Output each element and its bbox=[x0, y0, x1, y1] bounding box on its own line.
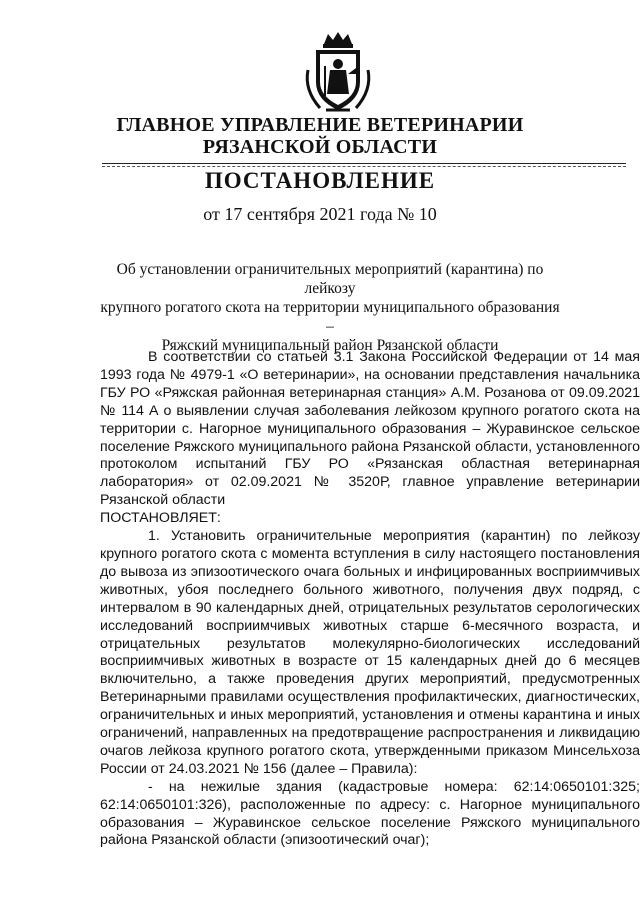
coat-of-arms-icon bbox=[302, 30, 374, 114]
subject-line: Об установлении ограничительных мероприятий (карантина) по лейкозу bbox=[116, 261, 544, 297]
subject-line: Ряжский муниципальный район Рязанской области bbox=[161, 337, 499, 354]
preamble-paragraph: В соответствии со статьей 3.1 Закона Российской Федерации от 14 мая 1993 года № 4979-1 «О ветеринарии», на основании представления начальника ГБУ РО «Ряжская районная ветеринарная станция» А.М. Розанова от 09.09.2021 № 114 А о выявлении случая заболевания лейкозом крупного рогатого скота на территории с. Нагорное муниципального образования – Журавинское сельское поселение Ряжского муниципального района Рязанской области, установленного протоколом испытаний ГБУ РО «Рязанская областная ветеринарная лаборатория» от 02.09.2021 № 3520Р, главное управление ветеринарии Рязанской области bbox=[100, 349, 640, 509]
decree-word: ПОСТАНОВЛЯЕТ: bbox=[100, 510, 221, 527]
header-divider-dashed bbox=[102, 166, 626, 167]
subject-line: крупного рогатого скота на территории муниципального образования – bbox=[100, 299, 560, 335]
agency-name-line1: ГЛАВНОЕ УПРАВЛЕНИЕ ВЕТЕРИНАРИИ bbox=[116, 114, 524, 136]
item-1-bullet: - на нежилые здания (кадастровые номера: 62:14:0650101:325; 62:14:0650101:326), расположенные по адресу: с. Нагорное муниципального образования – Журавинское сельское поселение Ряжского муниципального района Рязанской области (эпизоотический очаг); bbox=[100, 778, 640, 849]
document-body bbox=[100, 349, 640, 850]
document-date-number: от 17 сентября 2021 года № 10 bbox=[203, 204, 437, 224]
agency-name-line2: РЯЗАНСКОЙ ОБЛАСТИ bbox=[202, 136, 438, 158]
document-subject bbox=[100, 260, 560, 355]
item-1-paragraph: 1. Установить ограничительные мероприятия (карантин) по лейкозу крупного рогатого скота с момента вступления в силу настоящего постановления до вывоза из эпизоотического очага больных и инфицированных восприимчивых животных, убоя последнего больного животного, получения двух подряд, с интервалом в 90 календарных дней, отрицательных результатов серологических исследований восприимчивых животных старше 6-месячного возраста, и отрицательных результатов молекулярно-биологических исследований восприимчивых животных в возрасте от 15 календарных дней до 6 месяцев включительно, а также проведения других мероприятий, предусмотренных Ветеринарными правилами осуществления профилактических, диагностических, ограничительных и иных мероприятий, установления и отмены карантина и иных ограничений, направленных на предотвращение распространения и ликвидацию очагов лейкоза крупного рогатого скота, утвержденными приказом Минсельхоза России от 24.03.2021 № 156 (далее – Правила): bbox=[100, 528, 640, 777]
document-title: ПОСТАНОВЛЕНИЕ bbox=[204, 168, 436, 193]
header-divider bbox=[102, 163, 626, 164]
